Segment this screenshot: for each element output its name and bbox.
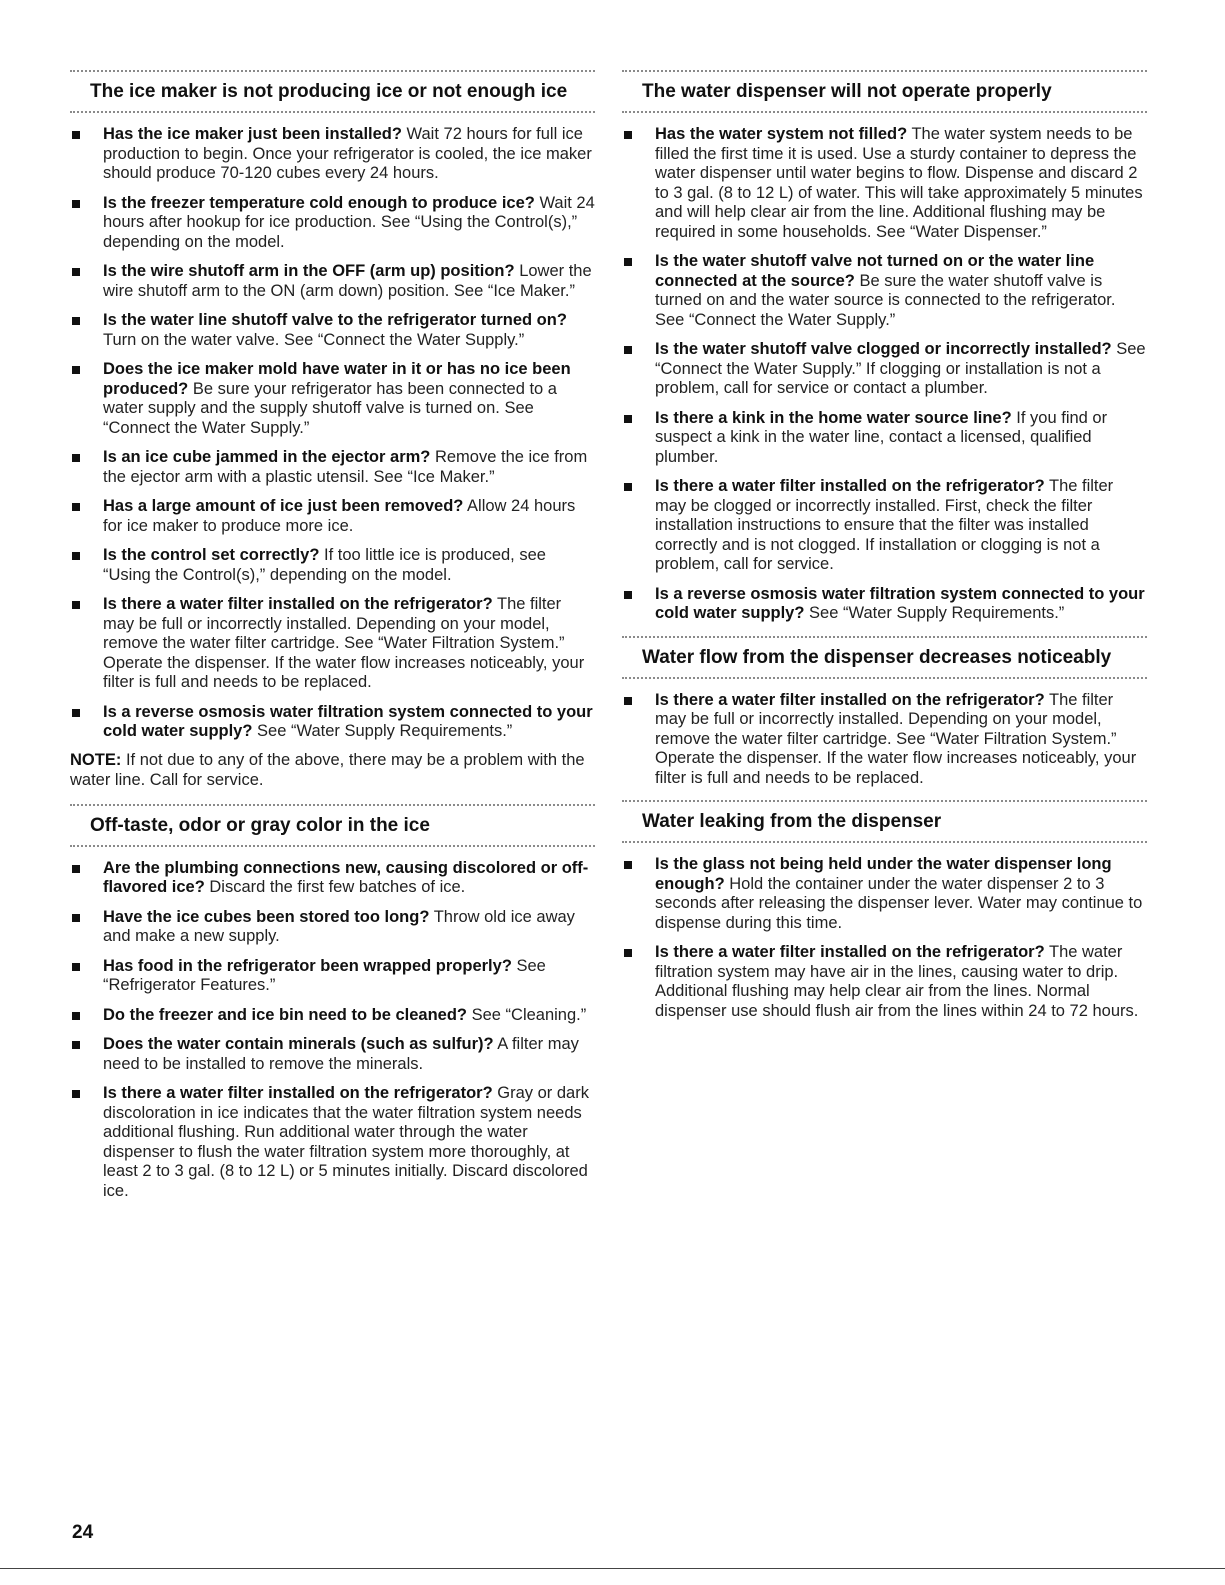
note-label: NOTE: — [70, 750, 122, 769]
question-item — [622, 855, 1147, 933]
answer-text: If too little ice is produced, see “Using the Control(s),” depending on the model. — [103, 546, 546, 584]
question-item — [70, 125, 595, 184]
bullet-square-icon — [624, 415, 632, 423]
answer-text: See “Water Supply Requirements.” — [257, 722, 513, 740]
answer-text: Wait 24 hours after hookup for ice production. See “Using the Control(s),” depending on the model. — [103, 193, 595, 251]
section-title: Off-taste, odor or gray color in the ice — [90, 814, 430, 836]
bullet-square-icon — [624, 258, 632, 266]
question-text: Is there a water filter installed on the refrigerator? — [103, 595, 493, 613]
answer-text: A filter may need to be installed to remove the minerals. — [103, 1035, 579, 1073]
bullet-square-icon — [72, 503, 80, 511]
bullet-square-icon — [72, 601, 80, 609]
question-item — [70, 448, 595, 487]
question-item — [622, 340, 1147, 399]
answer-text: Remove the ice from the ejector arm with a plastic utensil. See “Ice Maker.” — [103, 448, 588, 486]
question-text: Is there a water filter installed on the refrigerator? — [655, 943, 1045, 961]
question-item — [70, 311, 595, 350]
answer-text: Allow 24 hours for ice maker to produce more ice. — [103, 497, 576, 535]
bottom-rule — [0, 1568, 1225, 1569]
question-item — [70, 262, 595, 301]
right-column — [622, 70, 1147, 1033]
bullet-square-icon — [72, 268, 80, 276]
question-item — [622, 585, 1147, 624]
question-item — [70, 194, 595, 253]
question-item — [70, 1084, 595, 1201]
answer-text: Hold the container under the water dispenser 2 to 3 seconds after releasing the dispenser lever. Water may continue to dispense during this time. — [655, 874, 1143, 932]
question-item — [70, 957, 595, 996]
left-column — [70, 70, 595, 1213]
section-title: The water dispenser will not operate properly — [642, 81, 1052, 102]
answer-text: The water filtration system may have air in the lines, causing water to drip. Additional flushing may help clear air from the lines. Normal dispenser use should flush air from the lines within 24 to 72 hours. — [655, 943, 1139, 1020]
answer-text: See “Refrigerator Features.” — [103, 956, 546, 994]
answer-text: See “Water Supply Requirements.” — [809, 604, 1065, 622]
section-rule-bottom — [622, 677, 1147, 679]
question-text: Is the wire shutoff arm in the OFF (arm up) position? — [103, 262, 515, 280]
bullet-square-icon — [624, 591, 632, 599]
bullet-square-icon — [72, 914, 80, 922]
question-item — [70, 908, 595, 947]
section-title: The ice maker is not producing ice or not enough ice — [90, 81, 568, 102]
question-text: Is the water shutoff valve clogged or incorrectly installed? — [655, 340, 1112, 358]
question-item — [622, 409, 1147, 468]
question-text: Is there a water filter installed on the refrigerator? — [103, 1084, 493, 1102]
troubleshoot-section — [622, 70, 1147, 624]
question-item — [622, 252, 1147, 330]
question-item — [622, 943, 1147, 1021]
section-rule-bottom — [70, 845, 595, 847]
bullet-square-icon — [624, 861, 632, 869]
answer-text: Be sure your refrigerator has been connected to a water supply and the supply shutoff valve is turned on. See “Connect the Water Supply.” — [103, 379, 557, 437]
bullet-square-icon — [72, 366, 80, 374]
troubleshoot-section — [622, 800, 1147, 1021]
page-number: 24 — [72, 1522, 94, 1543]
bullet-square-icon — [72, 131, 80, 139]
question-item — [70, 703, 595, 742]
question-item — [622, 477, 1147, 575]
bullet-square-icon — [624, 131, 632, 139]
note-text: If not due to any of the above, there may be a problem with the water line. Call for service. — [70, 750, 585, 789]
question-text: Is the glass not being held under the water dispenser long enough? — [655, 855, 1112, 893]
question-text: Has food in the refrigerator been wrapped properly? — [103, 956, 512, 975]
answer-text: The filter may be full or incorrectly installed. Depending on your model, remove the water filter cartridge. See “Water Filtration System.” Operate the dispenser. If the water flow increases noticeably, your filter is full and needs to be replaced. — [103, 595, 585, 691]
question-item — [622, 691, 1147, 789]
answer-text: Lower the wire shutoff arm to the ON (arm down) position. See “Ice Maker.” — [103, 262, 592, 300]
question-text: Is the control set correctly? — [103, 546, 320, 564]
answer-text: The filter may be full or incorrectly installed. Depending on your model, remove the water filter cartridge. See “Water Filtration System.” Operate the dispenser. If the water flow increases noticeably, your filter is full and needs to be replaced. — [655, 690, 1137, 787]
question-list — [622, 691, 1147, 789]
question-text: Is an ice cube jammed in the ejector arm? — [103, 448, 431, 466]
question-list — [70, 125, 595, 742]
section-rule-bottom — [70, 111, 595, 113]
question-text: Does the ice maker mold have water in it or has no ice been produced? — [103, 360, 571, 398]
troubleshoot-section — [70, 804, 595, 1202]
question-item — [622, 125, 1147, 242]
question-item — [70, 595, 595, 693]
section-title: Water flow from the dispenser decreases noticeably — [642, 646, 1112, 668]
answer-text: Turn on the water valve. See “Connect the Water Supply.” — [103, 330, 525, 349]
question-text: Is the freezer temperature cold enough to produce ice? — [103, 193, 535, 212]
question-text: Has the water system not filled? — [655, 125, 908, 143]
question-text: Is a reverse osmosis water filtration system connected to your cold water supply? — [103, 702, 593, 740]
troubleshoot-section — [70, 70, 595, 790]
bullet-square-icon — [624, 346, 632, 354]
question-list — [622, 855, 1147, 1021]
answer-text: See “Connect the Water Supply.” If clogging or installation is not a problem, call for service or contact a plumber. — [655, 340, 1146, 397]
question-text: Are the plumbing connections new, causing discolored or off-flavored ice? — [103, 858, 589, 896]
answer-text: Wait 72 hours for full ice production to begin. Once your refrigerator is cooled, the ice maker should produce 70-120 cubes every 24 hours. — [103, 125, 592, 182]
question-item — [70, 497, 595, 536]
question-text: Have the ice cubes been stored too long? — [103, 907, 430, 926]
question-item — [70, 859, 595, 898]
question-text: Is the water shutoff valve not turned on or the water line connected at the source? — [655, 252, 1095, 290]
question-item — [70, 1006, 595, 1026]
answer-text: See “Cleaning.” — [471, 1005, 587, 1024]
question-text: Does the water contain minerals (such as sulfur)? — [103, 1035, 494, 1053]
question-text: Has a large amount of ice just been removed? — [103, 497, 464, 515]
question-item — [70, 1035, 595, 1074]
answer-text: Gray or dark discoloration in ice indicates that the water filtration system needs additional flushing. Run additional water through the water dispenser to flush the water filtration system more thoroughly, at least 2 to 3 gal. (8 to 12 L) or 5 minutes initially. Discard discolored ice. — [103, 1084, 589, 1200]
bullet-square-icon — [72, 1012, 80, 1020]
bullet-square-icon — [624, 697, 632, 705]
bullet-square-icon — [72, 963, 80, 971]
bullet-square-icon — [624, 949, 632, 957]
bullet-square-icon — [72, 865, 80, 873]
question-text: Do the freezer and ice bin need to be cleaned? — [103, 1005, 467, 1024]
question-item — [70, 360, 595, 438]
question-list — [622, 125, 1147, 624]
question-text: Is the water line shutoff valve to the refrigerator turned on? — [103, 311, 567, 329]
answer-text: Be sure the water shutoff valve is turned on and the water source is connected to the refrigerator. See “Connect the Water Supply.” — [655, 271, 1116, 329]
section-title: Water leaking from the dispenser — [642, 811, 942, 832]
bullet-square-icon — [72, 1090, 80, 1098]
answer-text: Discard the first few batches of ice. — [209, 878, 466, 896]
bullet-square-icon — [624, 483, 632, 491]
bullet-square-icon — [72, 1041, 80, 1049]
question-text: Is there a water filter installed on the refrigerator? — [655, 477, 1045, 495]
bullet-square-icon — [72, 552, 80, 560]
answer-text: The filter may be clogged or incorrectly installed. First, check the filter installation instructions to ensure that the filter was installed correctly and is not clogged. If installation or clogging is not a problem, call for service. — [655, 477, 1114, 573]
section-rule-bottom — [622, 841, 1147, 843]
question-item — [70, 546, 595, 585]
answer-text: If you find or suspect a kink in the water line, contact a licensed, qualified plumber. — [655, 408, 1108, 466]
question-text: Has the ice maker just been installed? — [103, 125, 402, 143]
troubleshoot-section — [622, 636, 1147, 789]
bullet-square-icon — [72, 200, 80, 208]
question-text: Is a reverse osmosis water filtration system connected to your cold water supply? — [655, 584, 1145, 622]
section-rule-bottom — [622, 111, 1147, 113]
question-text: Is there a kink in the home water source line? — [655, 408, 1012, 427]
question-list — [70, 859, 595, 1202]
answer-text: The water system needs to be filled the first time it is used. Use a sturdy container to depress the water dispenser until water begins to flow. Dispense and discard 2 to 3 gal. (8 to 12 L) of water. This will take approximately 5 minutes and will help clear air from the line. Additional flushing may be required in some households. See “Water Dispenser.” — [655, 125, 1143, 241]
note-paragraph — [70, 750, 595, 790]
bullet-square-icon — [72, 454, 80, 462]
question-text: Is there a water filter installed on the refrigerator? — [655, 690, 1045, 709]
bullet-square-icon — [72, 709, 80, 717]
answer-text: Throw old ice away and make a new supply. — [103, 907, 575, 945]
bullet-square-icon — [72, 317, 80, 325]
